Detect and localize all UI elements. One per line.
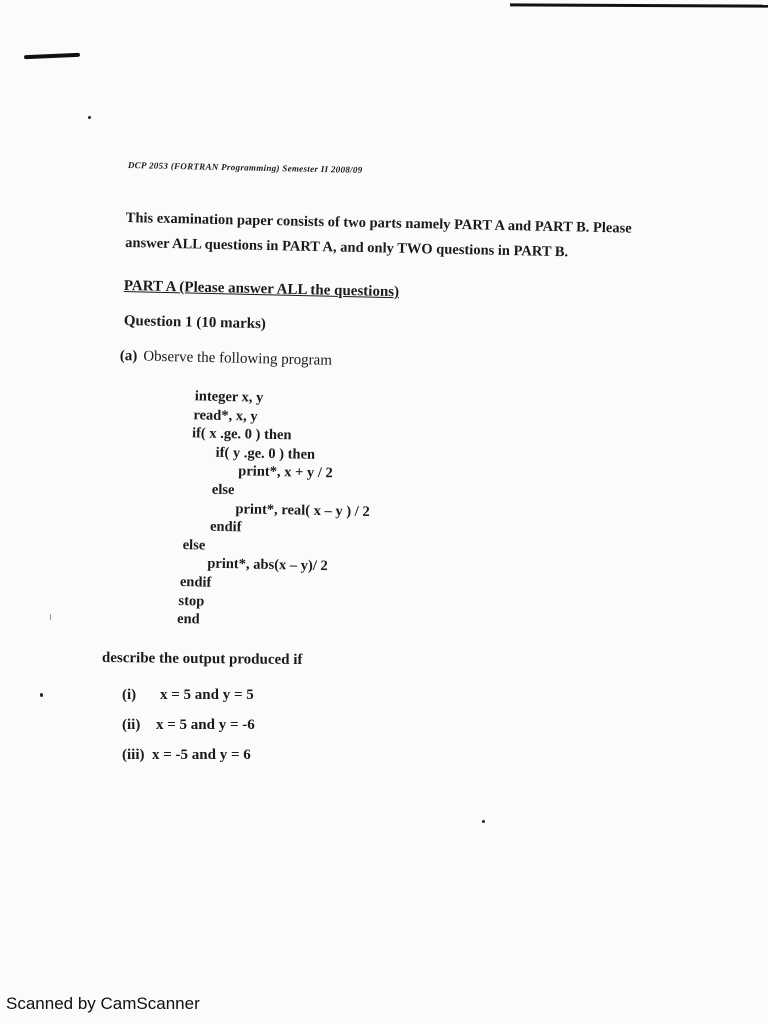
code-line: stop [178, 592, 205, 610]
scanner-watermark: Scanned by CamScanner [6, 994, 200, 1013]
case-item [122, 740, 255, 770]
code-line: if( x .ge. 0 ) then [191, 425, 292, 444]
scan-mark [24, 53, 80, 59]
code-line: end [176, 611, 200, 628]
course-header: DCP 2053 (FORTRAN Programming) Semester II 2008/09 [127, 160, 363, 175]
sub-question-text: Observe the following program [143, 348, 333, 369]
code-line: print*, abs(x – y)/ 2 [207, 555, 328, 575]
case-item [122, 680, 255, 710]
scan-speck [88, 116, 91, 119]
scan-speck [482, 820, 485, 823]
case-text: x = -5 and y = 6 [152, 747, 251, 763]
part-a-heading: PART A (Please answer ALL the questions) [123, 278, 400, 301]
code-line: endif [179, 573, 212, 591]
scan-edge-line [510, 3, 768, 7]
describe-prompt: describe the output produced if [101, 650, 303, 669]
sub-question-a [120, 348, 333, 370]
code-line: integer x, y [194, 388, 264, 406]
code-line: else [182, 536, 206, 554]
case-number: (i) [122, 687, 137, 703]
scan-speck [50, 614, 51, 620]
instructions-line-1: This examination paper consists of two parts namely PART A and PART B. Please [125, 209, 632, 237]
scan-speck [40, 693, 43, 697]
case-text: x = 5 and y = -6 [156, 717, 255, 733]
code-line: else [211, 481, 235, 499]
case-list [122, 680, 255, 770]
sub-question-letter: (a) [119, 348, 138, 365]
case-number: (ii) [122, 717, 141, 733]
question-1-heading: Question 1 (10 marks) [123, 313, 267, 333]
code-line: print*, real( x – y ) / 2 [235, 500, 370, 520]
code-line: if( y .ge. 0 ) then [215, 444, 316, 463]
code-line: print*, x + y / 2 [238, 463, 333, 482]
exam-instructions [125, 206, 706, 268]
code-line: read*, x, y [193, 406, 258, 425]
case-number: (iii) [122, 747, 145, 763]
code-line: endif [209, 518, 242, 536]
instructions-line-2: answer ALL questions in PART A, and only TWO questions in PART B. [125, 234, 569, 261]
program-code [175, 387, 372, 633]
case-text: x = 5 and y = 5 [160, 687, 254, 703]
case-item [122, 710, 255, 740]
